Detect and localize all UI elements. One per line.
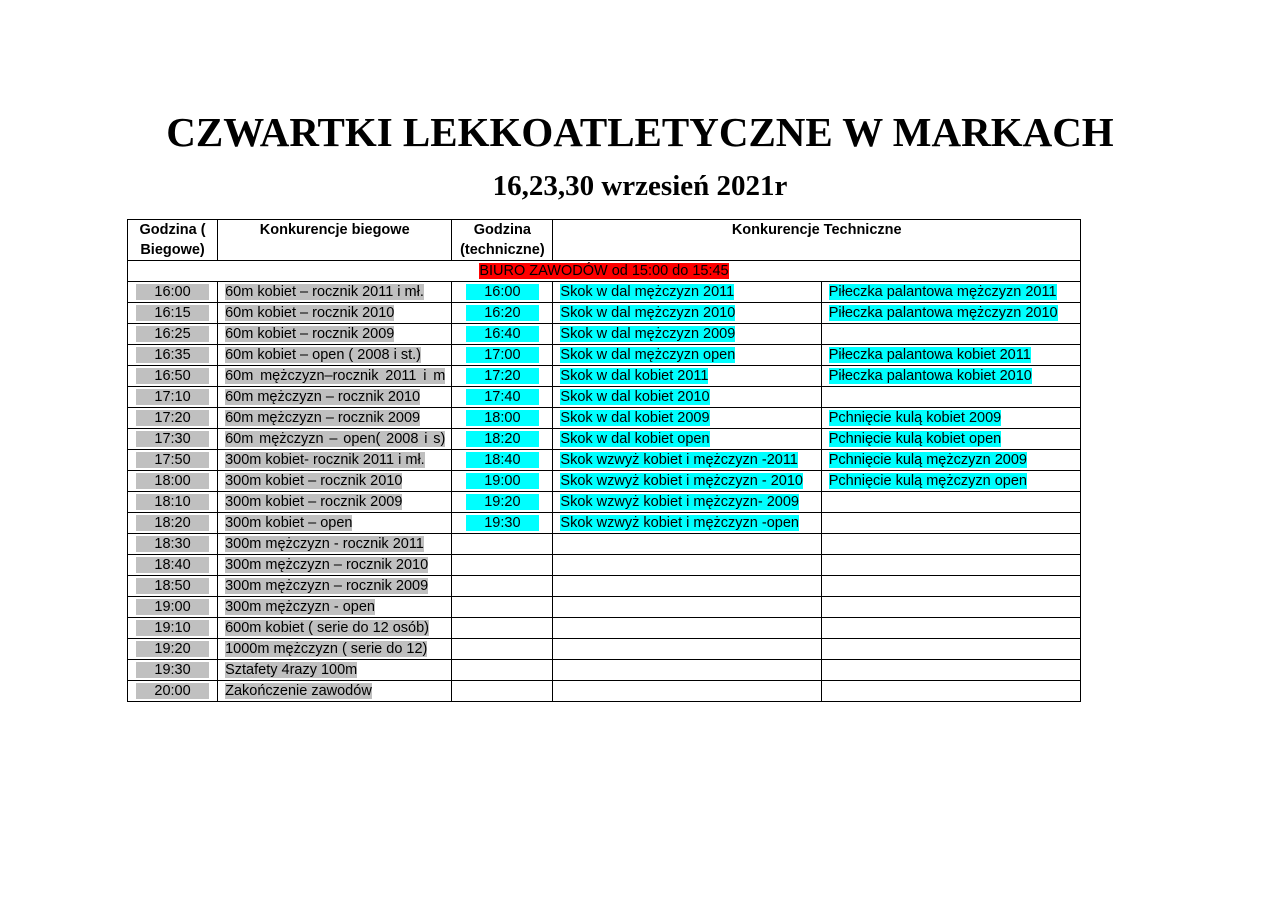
cell-time-running xyxy=(128,660,218,681)
table-row xyxy=(128,408,1081,429)
cell-technical-event-1 xyxy=(553,345,821,366)
cell-technical-event-1-text: Skok w dal kobiet 2010 xyxy=(560,389,710,405)
page-title: CZWARTKI LEKKOATLETYCZNE W MARKACH xyxy=(166,109,1114,155)
cell-time-running xyxy=(128,576,218,597)
cell-time-technical-text: 18:40 xyxy=(466,452,538,468)
header-time-technical: Godzina (techniczne) xyxy=(452,220,553,261)
cell-time-technical-text: 19:30 xyxy=(466,515,538,531)
table-row xyxy=(128,366,1081,387)
cell-time-running xyxy=(128,303,218,324)
cell-technical-event-1 xyxy=(553,660,821,681)
cell-running-event xyxy=(218,681,452,702)
cell-time-running-text: 18:40 xyxy=(136,557,208,573)
cell-time-running-text: 18:20 xyxy=(136,515,208,531)
cell-technical-event-1 xyxy=(553,513,821,534)
cell-technical-event-2 xyxy=(821,513,1080,534)
cell-technical-event-2-text: Piłeczka palantowa mężczyzn 2011 xyxy=(828,284,1057,300)
cell-technical-event-1 xyxy=(553,303,821,324)
cell-time-running xyxy=(128,681,218,702)
cell-running-event-text: 300m mężczyzn - open xyxy=(225,599,375,615)
cell-running-event-text: Zakończenie zawodów xyxy=(225,683,372,699)
cell-technical-event-2-text: Pchnięcie kulą kobiet open xyxy=(828,431,1002,447)
bureau-row xyxy=(128,261,1081,282)
cell-technical-event-2-text: Pchnięcie kulą mężczyzn open xyxy=(828,473,1027,489)
cell-technical-event-2 xyxy=(821,408,1080,429)
cell-time-technical xyxy=(452,660,553,681)
cell-time-running-text: 16:35 xyxy=(136,347,208,363)
table-row xyxy=(128,555,1081,576)
cell-technical-event-1 xyxy=(553,555,821,576)
cell-running-event xyxy=(218,534,452,555)
cell-running-event-text: 60m mężczyzn–rocznik 2011 i m xyxy=(225,368,446,384)
cell-technical-event-2-text: Piłeczka palantowa mężczyzn 2010 xyxy=(828,305,1058,321)
cell-time-running xyxy=(128,555,218,576)
cell-time-running xyxy=(128,366,218,387)
cell-running-event xyxy=(218,471,452,492)
cell-time-technical xyxy=(452,681,553,702)
cell-time-technical xyxy=(452,282,553,303)
cell-running-event-text: 60m kobiet – rocznik 2009 xyxy=(225,326,395,342)
cell-running-event-text: 300m mężczyzn - rocznik 2011 xyxy=(225,536,424,552)
cell-running-event xyxy=(218,555,452,576)
cell-technical-event-2 xyxy=(821,450,1080,471)
cell-technical-event-1 xyxy=(553,408,821,429)
table-row xyxy=(128,639,1081,660)
table-row xyxy=(128,429,1081,450)
cell-time-technical xyxy=(452,345,553,366)
cell-time-technical xyxy=(452,597,553,618)
cell-technical-event-1-text: Skok w dal mężczyzn 2010 xyxy=(560,305,736,321)
bureau-hours: BIURO ZAWODÓW od 15:00 do 15:45 xyxy=(479,263,729,279)
cell-technical-event-1-text: Skok wzwyż kobiet i mężczyzn- 2009 xyxy=(560,494,799,510)
cell-running-event xyxy=(218,324,452,345)
cell-technical-event-2 xyxy=(821,471,1080,492)
cell-running-event-text: 300m mężczyzn – rocznik 2010 xyxy=(225,557,429,573)
cell-running-event xyxy=(218,408,452,429)
table-row xyxy=(128,660,1081,681)
cell-time-running xyxy=(128,492,218,513)
cell-time-running-text: 18:30 xyxy=(136,536,208,552)
table-row xyxy=(128,534,1081,555)
cell-technical-event-2 xyxy=(821,429,1080,450)
cell-technical-event-1-text: Skok wzwyż kobiet i mężczyzn -2011 xyxy=(560,452,798,468)
cell-technical-event-1 xyxy=(553,576,821,597)
cell-time-technical xyxy=(452,324,553,345)
cell-running-event-text: 300m mężczyzn – rocznik 2009 xyxy=(225,578,429,594)
cell-technical-event-1-text: Skok wzwyż kobiet i mężczyzn -open xyxy=(560,515,799,531)
cell-time-technical xyxy=(452,513,553,534)
cell-technical-event-1-text: Skok w dal kobiet 2011 xyxy=(560,368,709,384)
cell-technical-event-1 xyxy=(553,366,821,387)
cell-technical-event-2 xyxy=(821,387,1080,408)
cell-time-technical xyxy=(452,429,553,450)
cell-time-technical xyxy=(452,618,553,639)
cell-technical-event-2 xyxy=(821,345,1080,366)
cell-technical-event-1-text: Skok w dal kobiet 2009 xyxy=(560,410,710,426)
cell-time-technical xyxy=(452,534,553,555)
table-row xyxy=(128,324,1081,345)
cell-technical-event-1 xyxy=(553,324,821,345)
cell-time-running xyxy=(128,534,218,555)
table-row xyxy=(128,387,1081,408)
header-time-running: Godzina ( Biegowe) xyxy=(128,220,218,261)
cell-technical-event-1 xyxy=(553,681,821,702)
cell-time-running xyxy=(128,471,218,492)
cell-technical-event-2 xyxy=(821,492,1080,513)
cell-time-technical-text: 17:20 xyxy=(466,368,538,384)
cell-running-event xyxy=(218,618,452,639)
cell-running-event-text: 1000m mężczyzn ( serie do 12) xyxy=(225,641,428,657)
cell-running-event-text: 60m kobiet – open ( 2008 i st.) xyxy=(225,347,421,363)
cell-time-running-text: 18:50 xyxy=(136,578,208,594)
cell-running-event xyxy=(218,513,452,534)
cell-time-running xyxy=(128,324,218,345)
cell-technical-event-1 xyxy=(553,450,821,471)
cell-technical-event-1-text: Skok w dal mężczyzn 2009 xyxy=(560,326,736,342)
cell-time-technical xyxy=(452,471,553,492)
cell-running-event xyxy=(218,282,452,303)
cell-time-running-text: 19:30 xyxy=(136,662,208,678)
cell-technical-event-1 xyxy=(553,471,821,492)
table-row xyxy=(128,618,1081,639)
cell-time-technical xyxy=(452,450,553,471)
cell-time-technical-text: 17:40 xyxy=(466,389,538,405)
cell-technical-event-2-text: Pchnięcie kulą kobiet 2009 xyxy=(828,410,1002,426)
cell-running-event-text: 300m kobiet – rocznik 2010 xyxy=(225,473,403,489)
cell-time-running xyxy=(128,450,218,471)
cell-time-running xyxy=(128,429,218,450)
cell-running-event xyxy=(218,492,452,513)
cell-technical-event-2 xyxy=(821,366,1080,387)
cell-technical-event-2 xyxy=(821,660,1080,681)
cell-running-event xyxy=(218,660,452,681)
cell-running-event xyxy=(218,387,452,408)
cell-technical-event-1 xyxy=(553,492,821,513)
cell-time-technical xyxy=(452,639,553,660)
cell-running-event-text: 300m kobiet- rocznik 2011 i mł. xyxy=(225,452,425,468)
cell-running-event xyxy=(218,576,452,597)
cell-time-technical xyxy=(452,408,553,429)
cell-technical-event-1 xyxy=(553,387,821,408)
cell-time-running-text: 17:10 xyxy=(136,389,208,405)
cell-time-running xyxy=(128,513,218,534)
cell-running-event xyxy=(218,366,452,387)
cell-running-event xyxy=(218,303,452,324)
cell-technical-event-2 xyxy=(821,681,1080,702)
cell-technical-event-2 xyxy=(821,576,1080,597)
cell-running-event xyxy=(218,450,452,471)
cell-technical-event-1-text: Skok w dal kobiet open xyxy=(560,431,710,447)
cell-time-running xyxy=(128,597,218,618)
cell-technical-event-1-text: Skok wzwyż kobiet i mężczyzn - 2010 xyxy=(560,473,803,489)
cell-time-technical xyxy=(452,555,553,576)
cell-time-technical-text: 17:00 xyxy=(466,347,538,363)
table-row xyxy=(128,345,1081,366)
cell-running-event xyxy=(218,345,452,366)
cell-running-event-text: 60m kobiet – rocznik 2010 xyxy=(225,305,395,321)
table-header-row xyxy=(128,220,1081,261)
cell-running-event-text: 60m mężczyzn – open( 2008 i s) xyxy=(225,431,446,447)
cell-technical-event-2 xyxy=(821,639,1080,660)
cell-time-technical xyxy=(452,387,553,408)
cell-time-running xyxy=(128,408,218,429)
table-row xyxy=(128,471,1081,492)
table-row xyxy=(128,681,1081,702)
cell-technical-event-2 xyxy=(821,555,1080,576)
cell-time-running-text: 16:15 xyxy=(136,305,208,321)
cell-time-running-text: 18:10 xyxy=(136,494,208,510)
cell-technical-event-1-text: Skok w dal mężczyzn open xyxy=(560,347,736,363)
table-row xyxy=(128,303,1081,324)
cell-time-technical-text: 18:00 xyxy=(466,410,538,426)
cell-technical-event-2-text: Piłeczka palantowa kobiet 2011 xyxy=(828,347,1031,363)
cell-technical-event-1 xyxy=(553,282,821,303)
table-row xyxy=(128,492,1081,513)
cell-technical-event-1 xyxy=(553,639,821,660)
cell-time-running-text: 17:30 xyxy=(136,431,208,447)
cell-running-event xyxy=(218,597,452,618)
cell-running-event-text: Sztafety 4razy 100m xyxy=(225,662,358,678)
cell-technical-event-2 xyxy=(821,597,1080,618)
cell-technical-event-1 xyxy=(553,618,821,639)
cell-time-running xyxy=(128,618,218,639)
page-subtitle: 16,23,30 wrzesień 2021r xyxy=(492,170,788,202)
cell-time-running-text: 20:00 xyxy=(136,683,208,699)
cell-running-event xyxy=(218,639,452,660)
table-row xyxy=(128,513,1081,534)
cell-time-technical xyxy=(452,492,553,513)
table-row xyxy=(128,282,1081,303)
cell-time-running-text: 19:00 xyxy=(136,599,208,615)
table-row xyxy=(128,450,1081,471)
cell-running-event-text: 60m mężczyzn – rocznik 2010 xyxy=(225,389,421,405)
cell-time-running xyxy=(128,639,218,660)
cell-running-event xyxy=(218,429,452,450)
cell-time-running-text: 16:00 xyxy=(136,284,208,300)
table-row xyxy=(128,597,1081,618)
cell-technical-event-2 xyxy=(821,324,1080,345)
cell-time-technical xyxy=(452,576,553,597)
cell-time-running-text: 17:20 xyxy=(136,410,208,426)
cell-technical-event-2-text: Piłeczka palantowa kobiet 2010 xyxy=(828,368,1032,384)
cell-time-technical-text: 19:00 xyxy=(466,473,538,489)
cell-time-running-text: 16:50 xyxy=(136,368,208,384)
cell-technical-event-1 xyxy=(553,534,821,555)
cell-running-event-text: 60m mężczyzn – rocznik 2009 xyxy=(225,410,421,426)
cell-technical-event-2 xyxy=(821,534,1080,555)
cell-technical-event-1-text: Skok w dal mężczyzn 2011 xyxy=(560,284,735,300)
cell-time-technical-text: 19:20 xyxy=(466,494,538,510)
table-row xyxy=(128,576,1081,597)
cell-time-technical-text: 16:40 xyxy=(466,326,538,342)
cell-time-technical-text: 16:20 xyxy=(466,305,538,321)
cell-time-technical-text: 18:20 xyxy=(466,431,538,447)
cell-time-running-text: 16:25 xyxy=(136,326,208,342)
cell-time-technical xyxy=(452,303,553,324)
cell-technical-event-2 xyxy=(821,282,1080,303)
cell-technical-event-2 xyxy=(821,303,1080,324)
cell-time-running-text: 19:20 xyxy=(136,641,208,657)
cell-time-running-text: 19:10 xyxy=(136,620,208,636)
cell-technical-event-1 xyxy=(553,597,821,618)
cell-time-running xyxy=(128,345,218,366)
cell-time-running xyxy=(128,282,218,303)
header-running-events: Konkurencje biegowe xyxy=(218,220,452,261)
cell-running-event-text: 300m kobiet – rocznik 2009 xyxy=(225,494,403,510)
cell-technical-event-2-text: Pchnięcie kulą mężczyzn 2009 xyxy=(828,452,1027,468)
cell-time-technical xyxy=(452,366,553,387)
cell-time-technical-text: 16:00 xyxy=(466,284,538,300)
header-technical-events: Konkurencje Techniczne xyxy=(553,220,1081,261)
cell-running-event-text: 60m kobiet – rocznik 2011 i mł. xyxy=(225,284,424,300)
cell-time-running-text: 18:00 xyxy=(136,473,208,489)
cell-running-event-text: 300m kobiet – open xyxy=(225,515,353,531)
cell-time-running xyxy=(128,387,218,408)
cell-technical-event-2 xyxy=(821,618,1080,639)
cell-technical-event-1 xyxy=(553,429,821,450)
schedule-table xyxy=(127,219,1081,702)
cell-time-running-text: 17:50 xyxy=(136,452,208,468)
cell-running-event-text: 600m kobiet ( serie do 12 osób) xyxy=(225,620,430,636)
